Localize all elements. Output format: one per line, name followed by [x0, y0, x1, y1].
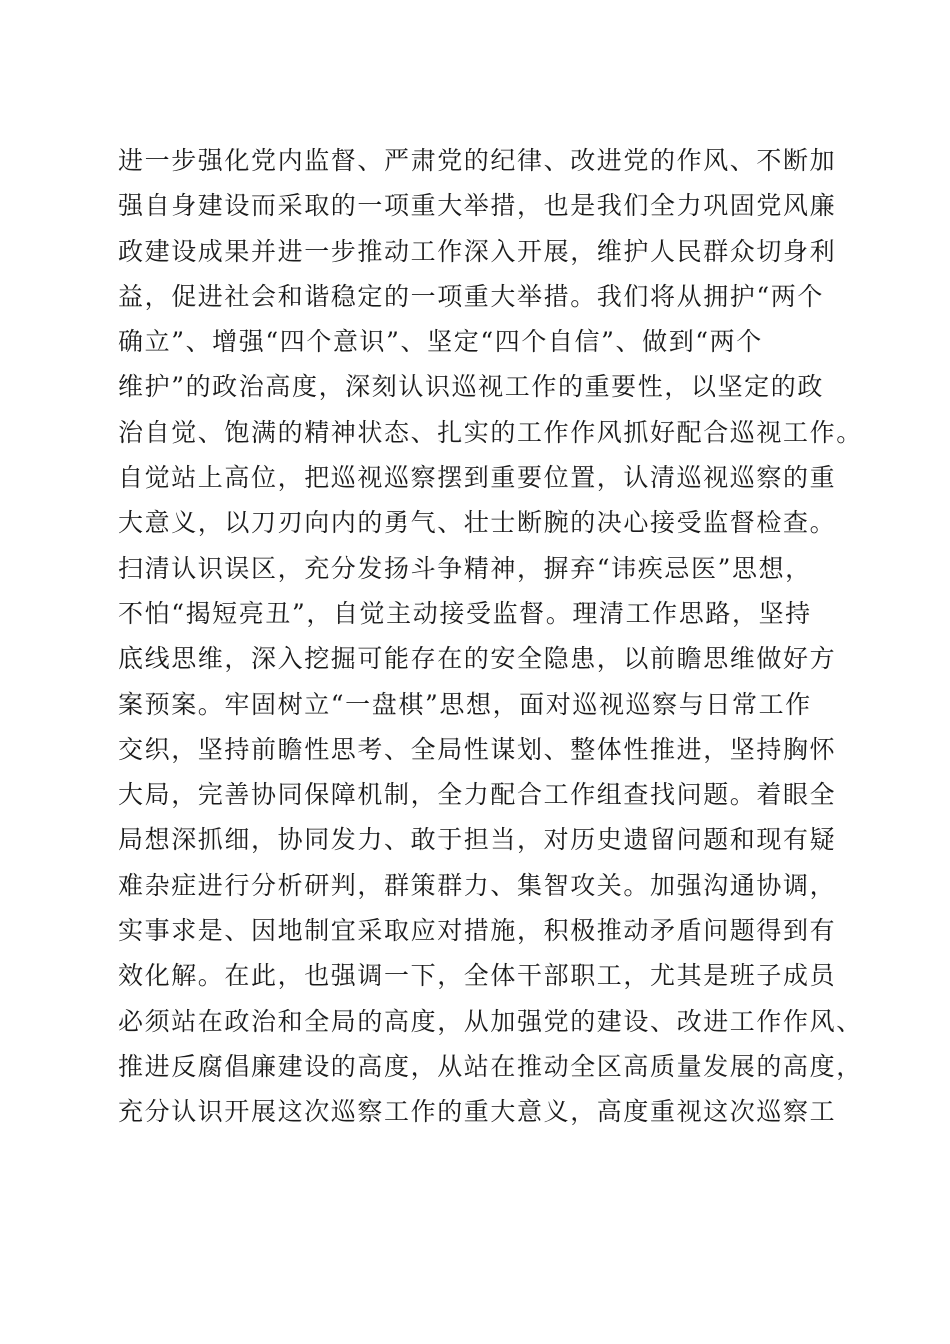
text-line: 效化解。在此，也强调一下，全体干部职工，尤其是班子成员: [118, 961, 837, 991]
text-line: 必须站在政治和全局的高度，从加强党的建设、改进工作作风、: [118, 1006, 863, 1036]
text-line: 维护”的政治高度，深刻认识巡视工作的重要性，以坚定的政: [118, 372, 824, 402]
text-line: 推进反腐倡廉建设的高度，从站在推动全区高质量发展的高度，: [118, 1051, 863, 1081]
text-line: 案预案。牢固树立“一盘棋”思想，面对巡视巡察与日常工作: [118, 689, 812, 719]
text-line: 难杂症进行分析研判，群策群力、集智攻关。加强沟通协调，: [118, 870, 837, 900]
text-line: 确立”、增强“四个意识”、坚定“四个自信”、做到“两个: [118, 327, 763, 357]
text-line: 交织，坚持前瞻性思考、全局性谋划、整体性推进，坚持胸怀: [118, 734, 837, 764]
text-line: 局想深抓细，协同发力、敢于担当，对历史遗留问题和现有疑: [118, 825, 837, 855]
text-line: 不怕“揭短亮丑”，自觉主动接受监督。理清工作思路，坚持: [118, 598, 812, 628]
text-line: 底线思维，深入挖掘可能存在的安全隐患，以前瞻思维做好方: [118, 644, 837, 674]
text-line: 治自觉、饱满的精神状态、扎实的工作作风抓好配合巡视工作。: [118, 417, 863, 447]
text-line: 大意义，以刀刃向内的勇气、壮士断腕的决心接受监督检查。: [118, 508, 837, 538]
text-line: 充分认识开展这次巡察工作的重大意义，高度重视这次巡察工: [118, 1097, 837, 1127]
text-line: 扫清认识误区，充分发扬斗争精神，摒弃“讳疾忌医”思想，: [118, 553, 812, 583]
text-line: 实事求是、因地制宜采取应对措施，积极推动矛盾问题得到有: [118, 916, 837, 946]
text-line: 自觉站上高位，把巡视巡察摆到重要位置，认清巡视巡察的重: [118, 463, 837, 493]
text-line: 政建设成果并进一步推动工作深入开展，维护人民群众切身利: [118, 236, 837, 266]
text-line: 进一步强化党内监督、严肃党的纪律、改进党的作风、不断加: [118, 146, 837, 175]
body-text: [118, 138, 863, 1135]
text-line: 大局，完善协同保障机制，全力配合工作组查找问题。着眼全: [118, 780, 837, 810]
text-line: 强自身建设而采取的一项重大举措，也是我们全力巩固党风廉: [118, 191, 837, 221]
text-line: 益，促进社会和谐稳定的一项重大举措。我们将从拥护“两个: [118, 281, 824, 311]
